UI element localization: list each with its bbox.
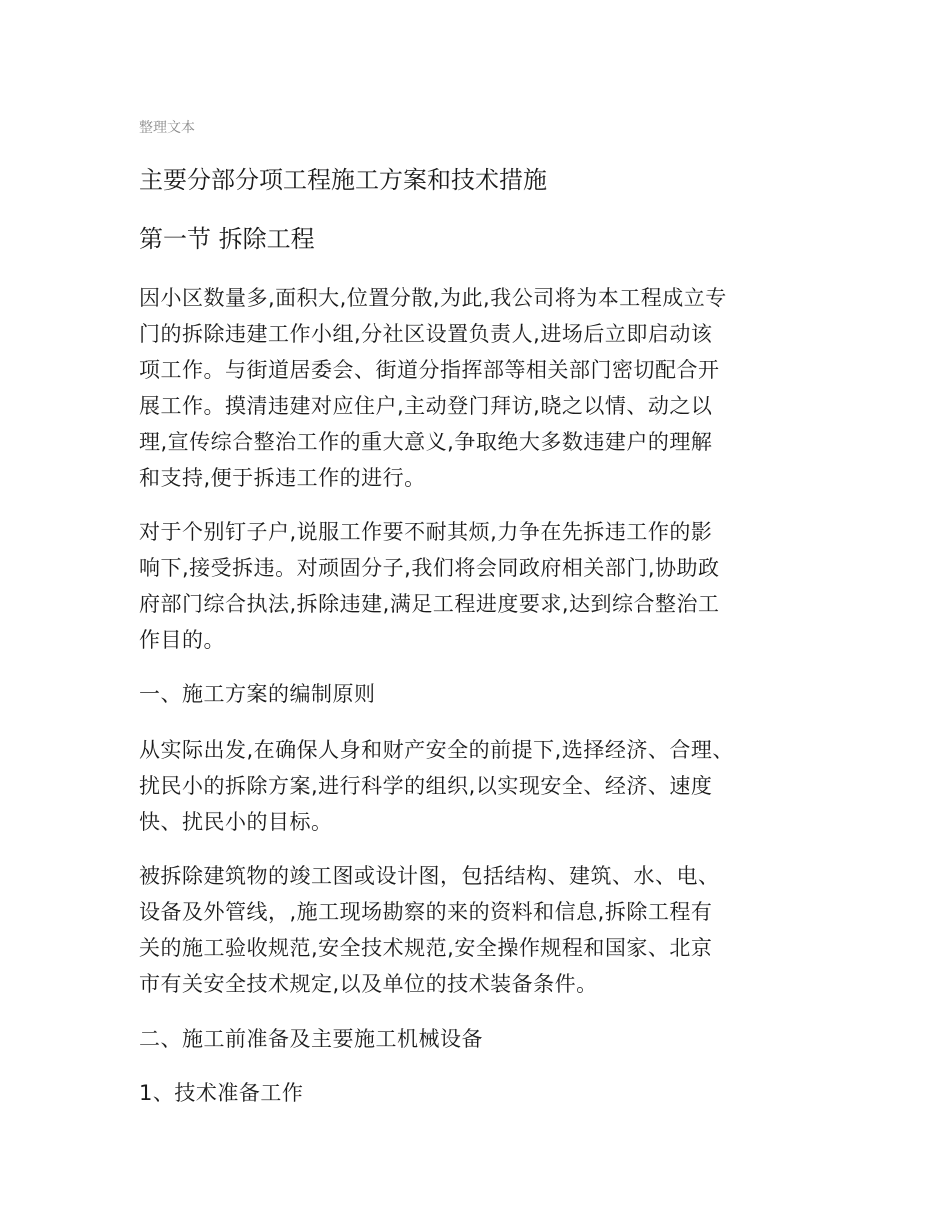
heading-preparation-equipment: 二、施工前准备及主要施工机械设备 [139, 1027, 483, 1051]
paragraph-line: 府部门综合执法,拆除违建,满足工程进度要求,达到综合整治工 [139, 592, 720, 616]
paragraph-line: 市有关安全技术规定,以及单位的技术装备条件。 [139, 972, 598, 996]
paragraph-line: 设备及外管线，,施工现场勘察的来的资料和信息,拆除工程有 [139, 900, 713, 924]
paragraph-line: 和支持,便于拆违工作的进行。 [139, 466, 426, 490]
header-note: 整理文本 [139, 120, 195, 136]
paragraph-line: 门的拆除违建工作小组,分社区设置负责人,进场后立即启动该 [139, 322, 713, 346]
heading-compilation-principles: 一、施工方案的编制原则 [139, 682, 376, 706]
document-title: 主要分部分项工程施工方案和技术措施 [139, 166, 547, 194]
paragraph-line: 作目的。 [139, 628, 225, 652]
paragraph-line: 对于个别钉子户,说服工作要不耐其烦,力争在先拆违工作的影 [139, 520, 713, 544]
paragraph-line: 被拆除建筑物的竣工图或设计图，包括结构、建筑、水、电、 [139, 864, 720, 888]
paragraph-line: 响下,接受拆违。对顽固分子,我们将会同政府相关部门,协助政 [139, 556, 720, 580]
paragraph-line: 展工作。摸清违建对应住户,主动登门拜访,晓之以情、动之以 [139, 394, 713, 418]
paragraph-line: 因小区数量多,面积大,位置分散,为此,我公司将为本工程成立专 [139, 286, 727, 310]
heading-technical-preparation: 1、技术准备工作 [139, 1081, 304, 1105]
paragraph-line: 关的施工验收规范,安全技术规范,安全操作规程和国家、北京 [139, 936, 713, 960]
paragraph-2 [139, 514, 809, 658]
paragraph-line: 从实际出发,在确保人身和财产安全的前提下,选择经济、合理、 [139, 738, 734, 762]
paragraph-4 [139, 858, 809, 1002]
paragraph-line: 扰民小的拆除方案,进行科学的组织,以实现安全、经济、速度 [139, 774, 713, 798]
paragraph-3 [139, 732, 809, 840]
paragraph-1 [139, 280, 809, 496]
paragraph-line: 快、扰民小的目标。 [139, 810, 333, 834]
paragraph-line: 理,宣传综合整治工作的重大意义,争取绝大多数违建户的理解 [139, 430, 713, 454]
section-title: 第一节 拆除工程 [139, 225, 315, 253]
paragraph-line: 项工作。与街道居委会、街道分指挥部等相关部门密切配合开 [139, 358, 720, 382]
